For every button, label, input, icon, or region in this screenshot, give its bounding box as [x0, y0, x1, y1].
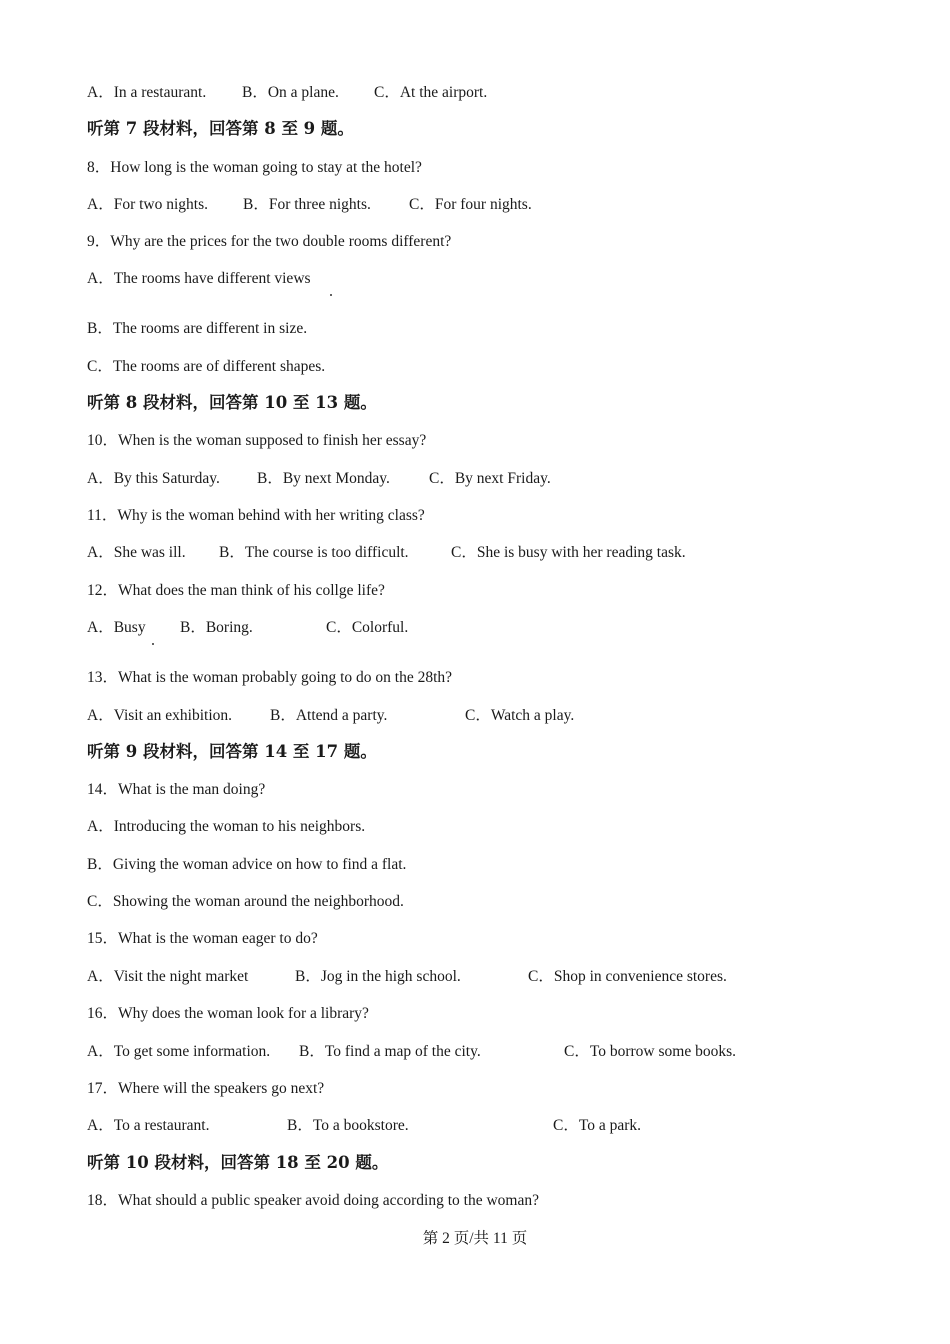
answer-option: C．Watch a play.	[465, 707, 575, 724]
answer-option: C．Colorful.	[326, 619, 409, 636]
question-text: 18．What should a public speaker avoid doing according to the woman?	[87, 1192, 539, 1209]
answer-option: A．Introducing the woman to his neighbors.	[87, 818, 366, 835]
answer-option: B．To a bookstore.	[287, 1117, 409, 1134]
answer-option: A．In a restaurant.	[87, 84, 207, 101]
stray-dot	[152, 643, 154, 645]
answer-option: A．To a restaurant.	[87, 1117, 210, 1134]
answer-option: B．The course is too difficult.	[219, 544, 409, 561]
question-text: 15．What is the woman eager to do?	[87, 930, 318, 947]
question-text: 14．What is the man doing?	[87, 781, 266, 798]
section-heading: 听第 10 段材料，回答第 18 至 20 题。	[87, 1153, 389, 1172]
answer-option: A．The rooms have different views	[87, 270, 311, 287]
answer-option: A．Busy	[87, 619, 146, 636]
answer-option: B．Giving the woman advice on how to find a flat.	[87, 856, 407, 873]
answer-option: A．By this Saturday.	[87, 470, 220, 487]
answer-option: B．Attend a party.	[270, 707, 388, 724]
section-heading: 听第 8 段材料，回答第 10 至 13 题。	[87, 393, 377, 412]
answer-option: C．By next Friday.	[429, 470, 551, 487]
answer-option: B．Jog in the high school.	[295, 968, 461, 985]
answer-option: B．On a plane.	[242, 84, 339, 101]
answer-option: A．Visit the night market	[87, 968, 249, 985]
answer-option: A．For two nights.	[87, 196, 208, 213]
section-heading: 听第 7 段材料，回答第 8 至 9 题。	[87, 119, 354, 138]
question-text: 16．Why does the woman look for a library?	[87, 1005, 369, 1022]
answer-option: A．To get some information.	[87, 1043, 271, 1060]
question-text: 17．Where will the speakers go next?	[87, 1080, 325, 1097]
answer-option: B．By next Monday.	[257, 470, 390, 487]
question-text: 12．What does the man think of his collge life?	[87, 582, 385, 599]
answer-option: B．Boring.	[180, 619, 253, 636]
question-text: 11．Why is the woman behind with her writing class?	[87, 507, 425, 524]
answer-option: C．To borrow some books.	[564, 1043, 736, 1060]
answer-option: A．Visit an exhibition.	[87, 707, 233, 724]
answer-option: C．Showing the woman around the neighborhood.	[87, 893, 404, 910]
question-text: 9．Why are the prices for the two double rooms different?	[87, 233, 452, 250]
answer-option: B．To find a map of the city.	[299, 1043, 481, 1060]
answer-option: C．To a park.	[553, 1117, 642, 1134]
answer-option: C．She is busy with her reading task.	[451, 544, 686, 561]
question-text: 13．What is the woman probably going to do on the 28th?	[87, 669, 453, 686]
answer-option: C．Shop in convenience stores.	[528, 968, 727, 985]
section-heading: 听第 9 段材料，回答第 14 至 17 题。	[87, 742, 377, 761]
answer-option: B．For three nights.	[243, 196, 371, 213]
question-text: 8．How long is the woman going to stay at the hotel?	[87, 159, 422, 176]
answer-option: C．At the airport.	[374, 84, 488, 101]
question-text: 10．When is the woman supposed to finish her essay?	[87, 432, 427, 449]
answer-option: C．The rooms are of different shapes.	[87, 358, 326, 375]
answer-option: A．She was ill.	[87, 544, 186, 561]
stray-dot	[330, 294, 332, 296]
answer-option: C．For four nights.	[409, 196, 532, 213]
page-footer: 第 2 页/共 11 页	[422, 1230, 528, 1247]
answer-option: B．The rooms are different in size.	[87, 320, 308, 337]
